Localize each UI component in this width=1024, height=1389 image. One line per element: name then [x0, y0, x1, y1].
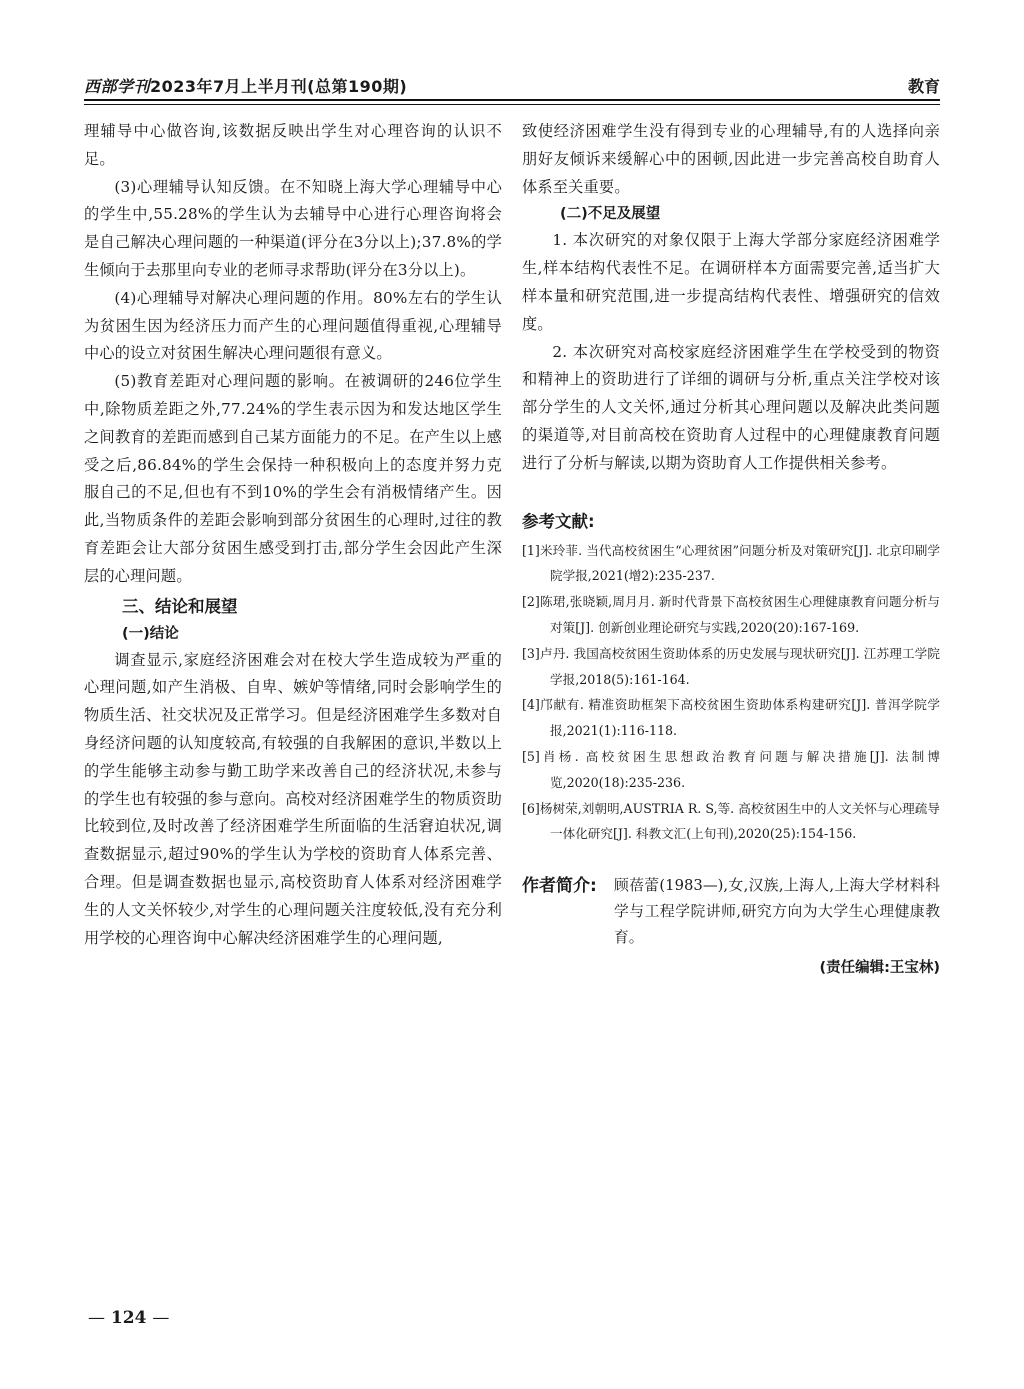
- limitation-point-1: 1. 本次研究的对象仅限于上海大学部分家庭经济困难学生,样本结构代表性不足。在调研样本方面需要完善,适当扩大样本量和研究范围,进一步提高结构代表性、增强研究的信效度。: [522, 231, 940, 333]
- reference-list: [522, 538, 940, 848]
- limitation-point-2: 2. 本次研究对高校家庭经济困难学生在学校受到的物资和精神上的资助进行了详细的调研与分析,重点关注学校对该部分学生的人文关怀,通过分析其心理问题以及解决此类问题的渠道等,对目前高校在资助育人过程中的心理健康教育问题进行了分析与解读,以期为资助育人工作提供相关参考。: [522, 342, 940, 472]
- conclusion-paragraph: 调查显示,家庭经济困难会对在校大学生造成较为严重的心理问题,如产生消极、自卑、嫉妒等情绪,同时会影响学生的物质生活、社交状况及正常学习。但是经济困难学生多数对自身经济问题的认知度较高,有较强的自我解困的意识,半数以上的学生能够主动参与勤工助学来改善自己的经济状况,未参与的学生也有较强的参与意向。高校对经济困难学生的物质资助比较到位,及时改善了经济困难学生所面临的生活窘迫状况,调查数据显示,超过90%的学生认为学校的资助育人体系完善、合理。但是调查数据也显示,高校资助育人体系对经济困难学生的人文关怀较少,对学生的心理问题关注度较低,没有充分利用学校的心理咨询中心解决经济困难学生的心理问题,: [84, 650, 502, 947]
- reference-item: [4]邝献有. 精准资助框架下高校贫困生资助体系构建研究[J]. 普洱学院学报,2021(1):116-118.: [522, 697, 940, 739]
- running-header: [84, 74, 940, 98]
- subheading-limitations: (二)不足及展望: [560, 206, 661, 223]
- reference-item: [6]杨树荣,刘朝明,AUSTRIA R. S,等. 高校贫困生中的人文关怀与心理疏导一体化研究[J]. 科教文汇(上旬刊),2020(25):154-156.: [522, 800, 940, 842]
- paragraph-continued: 理辅导中心做咨询,该数据反映出学生对心理咨询的认识不足。: [84, 122, 502, 168]
- author-bio: [522, 873, 940, 951]
- header-rule-thin: [84, 104, 940, 105]
- reference-item: [5]肖杨. 高校贫困生思想政治教育问题与解决措施[J]. 法制博览,2020(18):235-236.: [522, 748, 940, 790]
- page-number: 124: [110, 1308, 147, 1328]
- reference-item: [2]陈珺,张晓颖,周月月. 新时代背景下高校贫困生心理健康教育问题分析与对策[J]. 创新创业理论研究与实践,2020(20):167-169.: [522, 594, 940, 635]
- references-heading: 参考文献:: [522, 511, 595, 531]
- issue-info: 2023年7月上半月刊(总第190期): [150, 77, 408, 96]
- author-bio-label: 作者简介:: [522, 876, 597, 897]
- page-footer: [88, 1308, 169, 1328]
- section-name: 教育: [907, 77, 940, 96]
- paragraph-item-4: (4)心理辅导对解决心理问题的作用。80%左右的学生认为贫困生因为经济压力而产生的心理问题值得重视,心理辅导中心的设立对贫困生解决心理问题很有意义。: [84, 288, 502, 363]
- section-heading-conclusion: 三、结论和展望: [122, 596, 238, 616]
- author-bio-text: 顾蓓蕾(1983—),女,汉族,上海人,上海大学材料科学与工程学院讲师,研究方向为大学生心理健康教育。: [614, 877, 940, 947]
- header-left: [84, 74, 407, 97]
- paragraph-item-3: (3)心理辅导认知反馈。在不知晓上海大学心理辅导中心的学生中,55.28%的学生认为去辅导中心进行心理咨询将会是自己解决心理问题的一种渠道(评分在3分以上);37.8%的学生倾向于去那里向专业的老师寻求帮助(评分在3分以上)。: [84, 177, 502, 279]
- footer-dash-right: —: [152, 1308, 170, 1328]
- reference-item: [1]米玲菲. 当代高校贫困生“心理贫困”问题分析及对策研究[J]. 北京印刷学院学报,2021(增2):235-237.: [522, 542, 940, 584]
- right-column: [522, 118, 940, 981]
- subheading-conclusion: (一)结论: [122, 625, 179, 642]
- paragraph-item-5: (5)教育差距对心理问题的影响。在被调研的246位学生中,除物质差距之外,77.24%的学生表示因为和发达地区学生之间教育的差距而感到自己某方面能力的不足。在产生以上感受之后,86.84%的学生会保持一种积极向上的态度并努力克服自己的不足,但也有不到10%的学生会有消极情绪产生。因此,当物质条件的差距会影响到部分贫困生的心理时,过往的教育差距会让大部分贫困生感受到打击,部分学生会因此产生深层的心理问题。: [84, 372, 502, 585]
- journal-logo: 西部学刊: [84, 77, 151, 96]
- left-column: [84, 118, 502, 952]
- responsible-editor: (责任编辑:王宝林): [819, 960, 940, 977]
- paragraph-continued-right: 致使经济困难学生没有得到专业的心理辅导,有的人选择向亲朋好友倾诉来缓解心中的困顿,因此进一步完善高校自助育人体系至关重要。: [522, 122, 940, 196]
- header-rule-thick: [84, 99, 940, 101]
- reference-item: [3]卢丹. 我国高校贫困生资助体系的历史发展与现状研究[J]. 江苏理工学院学报,2018(5):161-164.: [522, 645, 940, 687]
- footer-dash-left: —: [88, 1308, 105, 1328]
